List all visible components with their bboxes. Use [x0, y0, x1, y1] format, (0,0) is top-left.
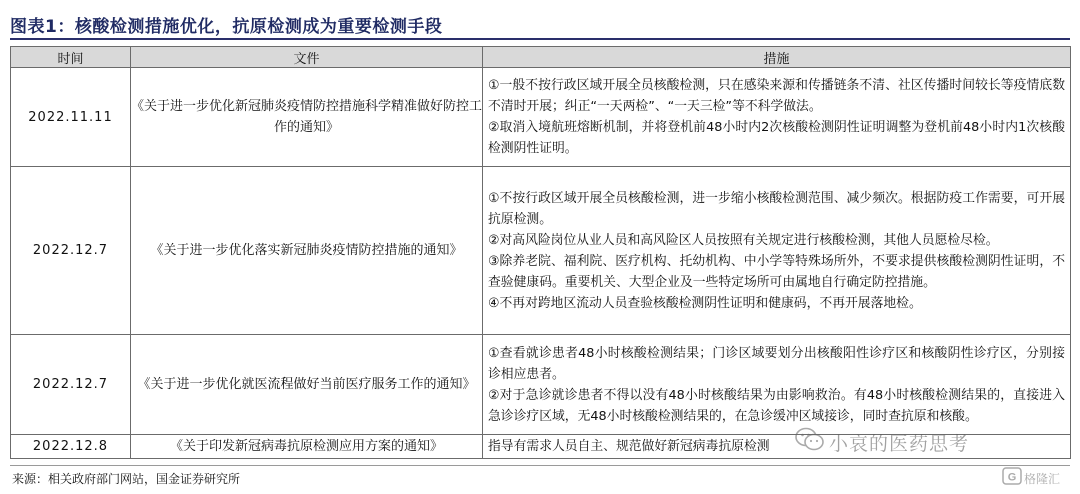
header-measures: 措施	[483, 47, 1071, 68]
policy-table	[10, 46, 1071, 459]
row-measures	[483, 167, 1071, 335]
row-measures	[483, 435, 1071, 459]
measure-item: ②对高风险岗位从业人员和高风险区人员按照有关规定进行核酸检测，其他人员愿检尽检。	[488, 232, 999, 248]
measure-item: ①不按行政区域开展全员核酸检测，进一步缩小核酸检测范围、减少频次。根据防疫工作需要，可开展抗原检测。	[488, 190, 1065, 227]
page-title: 图表1：核酸检测措施优化，抗原检测成为重要检测手段	[10, 17, 443, 37]
row-measures	[483, 335, 1071, 435]
measure-item: ②取消入境航班熔断机制，并将登机前48小时内2次核酸检测阴性证明调整为登机前48小时内1次核酸检测阴性证明。	[488, 120, 1065, 156]
header-document: 文件	[131, 47, 483, 68]
measure-item: 指导有需求人员自主、规范做好新冠病毒抗原检测	[488, 439, 770, 454]
row-document: 《关于印发新冠病毒抗原检测应用方案的通知》	[131, 435, 483, 459]
measure-item: ③除养老院、福利院、医疗机构、托幼机构、中小学等特殊场所外，不要求提供核酸检测阴性证明，不查验健康码。重要机关、大型企业及一些特定场所可由属地自行确定防控措施。	[488, 253, 1065, 290]
row-date: 2022.11.11	[11, 68, 131, 167]
measure-item: ①查看就诊患者48小时核酸检测结果；门诊区域要划分出核酸阳性诊疗区和核酸阴性诊疗区，分别接诊相应患者。	[488, 345, 1065, 382]
row-date: 2022.12.7	[11, 335, 131, 435]
gelonghui-logo-icon	[1002, 467, 1022, 489]
measure-item: ④不再对跨地区流动人员查验核酸检测阴性证明和健康码，不再开展落地检。	[488, 295, 922, 311]
source-note: 来源：相关政府部门网站，国金证券研究所	[12, 472, 241, 486]
table-header-row	[11, 47, 1071, 68]
watermark-text: 小哀的医药思考	[829, 432, 970, 455]
table-row	[11, 68, 1071, 167]
header-date: 时间	[11, 47, 131, 68]
table-row	[11, 167, 1071, 335]
row-document: 《关于进一步优化就医流程做好当前医疗服务工作的通知》	[131, 335, 483, 435]
watermark	[795, 426, 969, 458]
row-document: 《关于进一步优化落实新冠肺炎疫情防控措施的通知》	[131, 167, 483, 335]
measure-item: ②对于急诊就诊患者不得以没有48小时核酸结果为由影响救治。有48小时核酸检测结果的，直接进入急诊诊疗区域，无48小时核酸检测结果的，在急诊缓冲区域接诊，同时查抗原和核酸。	[488, 387, 1065, 424]
badge-text: 格隆汇	[1024, 471, 1061, 486]
row-measures	[483, 68, 1071, 167]
svg-text:G: G	[1007, 471, 1017, 484]
measure-item: ①一般不按行政区域开展全员核酸检测，只在感染来源和传播链条不清、社区传播时间较长等疫情底数不清时开展；纠正“一天两检”、“一天三检”等不科学做法。	[488, 78, 1065, 114]
title-bar	[10, 8, 1070, 40]
divider	[10, 465, 1070, 466]
table-row	[11, 335, 1071, 435]
wechat-icon	[795, 427, 825, 457]
row-document: 《关于进一步优化新冠肺炎疫情防控措施科学精准做好防控工作的通知》	[131, 68, 483, 167]
gelonghui-badge	[1002, 467, 1060, 489]
row-date: 2022.12.7	[11, 167, 131, 335]
row-date: 2022.12.8	[11, 435, 131, 459]
